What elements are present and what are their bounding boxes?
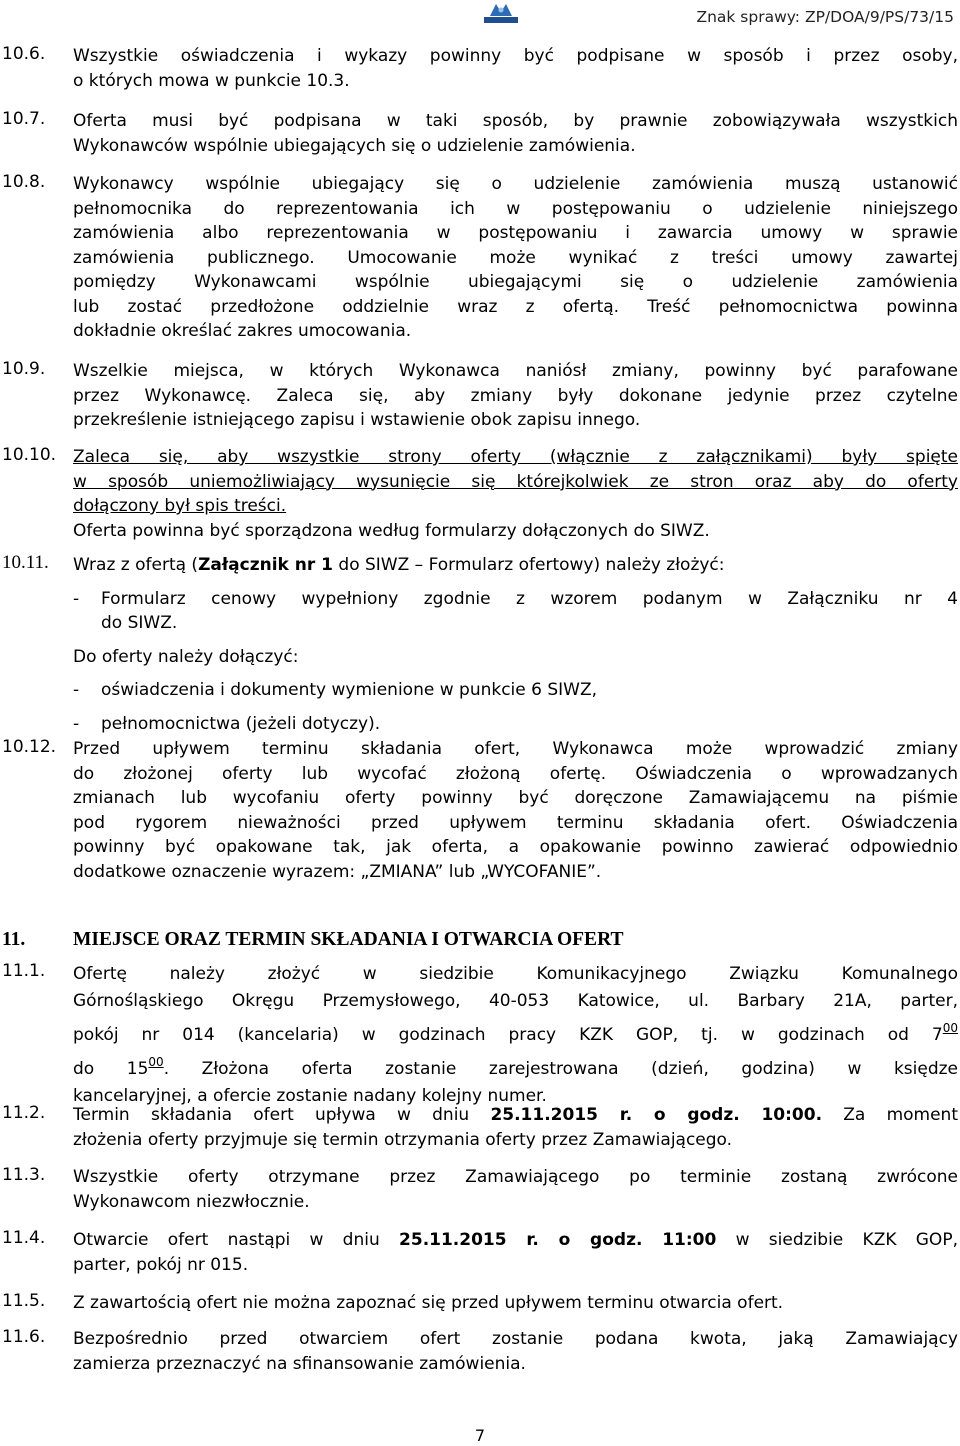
text-line: powinny być opakowane tak, jak oferta, a opakowanie powinno zawierać odpowiednio bbox=[73, 837, 958, 857]
kzk-gop-logo bbox=[484, 2, 518, 24]
item-text bbox=[73, 737, 958, 884]
bullet-item: - pełnomocnictwa (jeżeli dotyczy). bbox=[73, 713, 381, 734]
bullet-item: - Formularz cenowy wypełniony zgodnie z wzorem podanym w Załączniku nr 4 do SIWZ. bbox=[73, 588, 958, 633]
text-line: Bezpośrednio przed otwarciem ofert zostanie podana kwota, jaką Zamawiający bbox=[73, 1329, 958, 1349]
section-number: 11. bbox=[2, 929, 26, 950]
item-text bbox=[73, 359, 958, 433]
item-number: 11.3. bbox=[2, 1165, 46, 1185]
item-number: 10.8. bbox=[2, 172, 46, 192]
text-line: zamówienia publicznego. Umocowanie może wynikać z treści umowy zawartej bbox=[73, 247, 958, 268]
item-text bbox=[73, 109, 958, 158]
item-text bbox=[73, 44, 958, 93]
item-number: 11.4. bbox=[2, 1228, 46, 1248]
item-number: 10.11. bbox=[2, 552, 49, 573]
text-line: Górnośląskiego Okręgu Przemysłowego, 40-053 Katowice, ul. Barbary 21A, parter, bbox=[73, 991, 958, 1011]
text-line: parter, pokój nr 015. bbox=[73, 1254, 249, 1275]
item-text bbox=[73, 1291, 958, 1316]
bullet-item: - oświadczenia i dokumenty wymienione w punkcie 6 SIWZ, bbox=[73, 680, 598, 700]
text-line: do $15^{00}$. Złożona oferta zostanie zarejestrowana (dzień, godzina) w księdze bbox=[73, 1055, 958, 1079]
text-line: przez Wykonawcę. Zaleca się, aby zmiany były dokonane jedynie przez czytelne bbox=[73, 385, 958, 406]
item-number: 11.6. bbox=[2, 1327, 46, 1347]
text-line: do złożonej oferty lub wycofać złożoną ofertę. Oświadczenia o wprowadzanych bbox=[73, 763, 958, 784]
text-line: przekreślenie istniejącego zapisu i wstawienie obok zapisu innego. bbox=[73, 410, 641, 430]
text-line: Wraz z ofertą (Załącznik nr 1 do SIWZ – Formularz ofertowy) należy złożyć: bbox=[73, 555, 725, 575]
text-line: Termin składania ofert upływa w dniu 25.11.2015 r. o godz. 10:00. Za moment bbox=[73, 1105, 958, 1125]
item-text bbox=[73, 553, 958, 736]
section-heading bbox=[2, 929, 624, 951]
item-number: 10.9. bbox=[2, 359, 46, 379]
text-line: o których mowa w punkcie 10.3. bbox=[73, 70, 350, 91]
item-text bbox=[73, 445, 958, 543]
text-line: Wykonawcom niezwłocznie. bbox=[73, 1191, 310, 1212]
item-number: 10.10. bbox=[2, 445, 57, 465]
item-text bbox=[73, 172, 958, 344]
case-reference: Znak sprawy: ZP/DOA/9/PS/73/15 bbox=[696, 8, 954, 26]
text-line: złożenia oferty przyjmuje się termin otrzymania oferty przez Zamawiającego. bbox=[73, 1129, 733, 1150]
item-number: 10.7. bbox=[2, 109, 46, 129]
item-text bbox=[73, 1165, 958, 1214]
item-text bbox=[73, 1327, 958, 1376]
text-line: Do oferty należy dołączyć: bbox=[73, 646, 299, 667]
text-line: Wszystkie oświadczenia i wykazy powinny być podpisane w sposób i przez osoby, bbox=[73, 46, 958, 66]
text-line: Z zawartością ofert nie można zapoznać się przed upływem terminu otwarcia ofert. bbox=[73, 1293, 784, 1313]
text-line: pomiędzy Wykonawcami wspólnie ubiegającymi się o udzielenie zamówienia bbox=[73, 272, 958, 292]
text-line: lub zostać przedłożone oddzielnie wraz z ofertą. Treść pełnomocnictwa powinna bbox=[73, 296, 958, 317]
text-line: Przed upływem terminu składania ofert, Wykonawca może wprowadzić zmiany bbox=[73, 739, 958, 759]
item-text bbox=[73, 1103, 958, 1152]
text-line: w sposób uniemożliwiający wysunięcie się którejkolwiek ze stron oraz aby do oferty bbox=[73, 471, 958, 492]
text-line: Wykonawców wspólnie ubiegających się o udzielenie zamówienia. bbox=[73, 135, 636, 156]
text-line: Wszelkie miejsca, w których Wykonawca naniósł zmiany, powinny być parafowane bbox=[73, 361, 958, 381]
text-line: Wykonawcy wspólnie ubiegający się o udzielenie zamówienia muszą ustanowić bbox=[73, 174, 958, 194]
item-number: 10.6. bbox=[2, 44, 46, 64]
text-line: dokładnie określać zakres umocowania. bbox=[73, 321, 412, 341]
text-line: Wszystkie oferty otrzymane przez Zamawiającego po terminie zostaną zwrócone bbox=[73, 1167, 958, 1187]
text-line: pełnomocnika do reprezentowania ich w postępowaniu o udzielenie niniejszego bbox=[73, 198, 958, 219]
item-number: 11.2. bbox=[2, 1103, 46, 1123]
text-line: Ofertę należy złożyć w siedzibie Komunikacyjnego Związku Komunalnego bbox=[73, 964, 958, 984]
text-line: Oferta musi być podpisana w taki sposób, by prawnie zobowiązywała wszystkich bbox=[73, 111, 958, 131]
text-line: Otwarcie ofert nastąpi w dniu 25.11.2015 r. o godz. 11:00 w siedzibie KZK GOP, bbox=[73, 1230, 958, 1250]
text-line: pokój nr 014 (kancelaria) w godzinach pracy KZK GOP, tj. w godzinach od $7^{00}$ bbox=[73, 1021, 958, 1045]
item-text bbox=[73, 1228, 958, 1277]
text-line: Oferta powinna być sporządzona według formularzy dołączonych do SIWZ. bbox=[73, 520, 710, 541]
item-number: 11.1. bbox=[2, 961, 46, 981]
text-line: dołączony był spis treści. bbox=[73, 496, 287, 516]
text-line: Zaleca się, aby wszystkie strony oferty (włącznie z załącznikami) były spięte bbox=[73, 447, 958, 467]
text-line: zamierza przeznaczyć na sfinansowanie zamówienia. bbox=[73, 1353, 526, 1374]
section-title: MIEJSCE ORAZ TERMIN SKŁADANIA I OTWARCIA OFERT bbox=[73, 929, 624, 950]
item-number: 10.12. bbox=[2, 737, 57, 757]
item-text bbox=[73, 961, 958, 1110]
text-line: pod rygorem nieważności przed upływem terminu składania ofert. Oświadczenia bbox=[73, 812, 958, 833]
item-number: 11.5. bbox=[2, 1291, 46, 1311]
page-number: 7 bbox=[474, 1426, 486, 1445]
text-line: dodatkowe oznaczenie wyrazem: „ZMIANA” lub „WYCOFANIE”. bbox=[73, 861, 602, 882]
text-line: zamówienia albo reprezentowania w postępowaniu i zawarcia umowy w sprawie bbox=[73, 223, 958, 243]
text-line: kancelaryjnej, a ofercie zostanie nadany kolejny numer. bbox=[73, 1086, 547, 1106]
text-line: zmianach lub wycofaniu oferty powinny być doręczone Zamawiającemu na piśmie bbox=[73, 788, 958, 808]
